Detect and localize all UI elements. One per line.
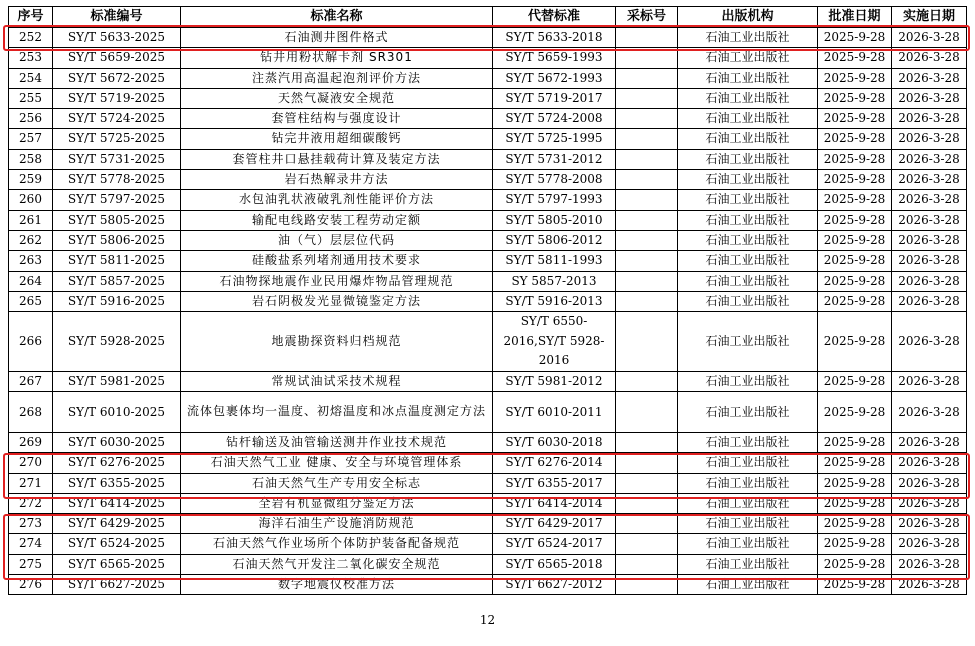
cell-no: 269 [9,432,53,452]
header-name: 标准名称 [181,7,493,28]
cell-no: 256 [9,109,53,129]
cell-impl-date: 2026-3-28 [892,432,967,452]
cell-code: SY/T 5672-2025 [53,68,181,88]
cell-replace: SY/T 5797-1993 [493,190,616,210]
cell-publisher: 石油工业出版社 [678,230,818,250]
header-code: 标准编号 [53,7,181,28]
cell-code: SY/T 5916-2025 [53,291,181,311]
cell-approve-date: 2025-9-28 [818,230,892,250]
cell-publisher: 石油工业出版社 [678,28,818,48]
cell-impl-date: 2026-3-28 [892,493,967,513]
cell-adopt [616,392,678,433]
cell-publisher: 石油工业出版社 [678,291,818,311]
cell-name: 石油天然气作业场所个体防护装备配备规范 [181,534,493,554]
cell-impl-date: 2026-3-28 [892,48,967,68]
cell-replace: SY/T 5719-2017 [493,88,616,108]
cell-publisher: 石油工业出版社 [678,170,818,190]
cell-code: SY/T 5811-2025 [53,251,181,271]
cell-impl-date: 2026-3-28 [892,88,967,108]
cell-publisher: 石油工业出版社 [678,473,818,493]
cell-name: 硅酸盐系列堵剂通用技术要求 [181,251,493,271]
cell-no: 263 [9,251,53,271]
cell-adopt [616,251,678,271]
cell-approve-date: 2025-9-28 [818,534,892,554]
table-row [9,453,967,473]
cell-replace: SY/T 5916-2013 [493,291,616,311]
header-no: 序号 [9,7,53,28]
cell-name: 全岩有机显微组分鉴定方法 [181,493,493,513]
cell-approve-date: 2025-9-28 [818,68,892,88]
cell-code: SY/T 5857-2025 [53,271,181,291]
cell-name: 石油测井图件格式 [181,28,493,48]
cell-code: SY/T 5633-2025 [53,28,181,48]
cell-publisher: 石油工业出版社 [678,312,818,372]
cell-code: SY/T 6414-2025 [53,493,181,513]
cell-no: 254 [9,68,53,88]
cell-approve-date: 2025-9-28 [818,170,892,190]
cell-adopt [616,129,678,149]
cell-publisher: 石油工业出版社 [678,68,818,88]
header-impl-date: 实施日期 [892,7,967,28]
cell-impl-date: 2026-3-28 [892,68,967,88]
cell-publisher: 石油工业出版社 [678,149,818,169]
cell-adopt [616,149,678,169]
table-header-row [9,7,967,28]
cell-no: 252 [9,28,53,48]
cell-approve-date: 2025-9-28 [818,514,892,534]
cell-no: 259 [9,170,53,190]
cell-impl-date: 2026-3-28 [892,312,967,372]
cell-replace: SY/T 6355-2017 [493,473,616,493]
cell-replace: SY/T 5633-2018 [493,28,616,48]
standards-table [8,6,967,595]
cell-replace: SY/T 5805-2010 [493,210,616,230]
cell-adopt [616,372,678,392]
cell-no: 253 [9,48,53,68]
cell-approve-date: 2025-9-28 [818,149,892,169]
cell-adopt [616,170,678,190]
cell-replace: SY/T 5811-1993 [493,251,616,271]
cell-code: SY/T 6355-2025 [53,473,181,493]
table-row [9,534,967,554]
cell-impl-date: 2026-3-28 [892,149,967,169]
cell-name: 天然气凝液安全规范 [181,88,493,108]
cell-adopt [616,432,678,452]
cell-code: SY/T 5806-2025 [53,230,181,250]
cell-replace: SY/T 6276-2014 [493,453,616,473]
cell-impl-date: 2026-3-28 [892,230,967,250]
cell-no: 255 [9,88,53,108]
cell-name: 油（气）层层位代码 [181,230,493,250]
cell-impl-date: 2026-3-28 [892,372,967,392]
cell-approve-date: 2025-9-28 [818,432,892,452]
cell-no: 270 [9,453,53,473]
cell-adopt [616,271,678,291]
cell-name: 输配电线路安装工程劳动定额 [181,210,493,230]
cell-adopt [616,190,678,210]
cell-approve-date: 2025-9-28 [818,190,892,210]
cell-code: SY/T 6010-2025 [53,392,181,433]
cell-name: 石油天然气开发注二氧化碳安全规范 [181,554,493,574]
cell-code: SY/T 5981-2025 [53,372,181,392]
cell-code: SY/T 6627-2025 [53,575,181,595]
table-row [9,149,967,169]
cell-publisher: 石油工业出版社 [678,453,818,473]
cell-name: 套管柱井口悬挂载荷计算及装定方法 [181,149,493,169]
cell-replace: SY/T 5659-1993 [493,48,616,68]
table-row [9,575,967,595]
cell-impl-date: 2026-3-28 [892,251,967,271]
table-row [9,473,967,493]
cell-no: 268 [9,392,53,433]
cell-name: 石油天然气工业 健康、安全与环境管理体系 [181,453,493,473]
cell-no: 272 [9,493,53,513]
cell-replace: SY/T 6030-2018 [493,432,616,452]
cell-adopt [616,312,678,372]
cell-adopt [616,210,678,230]
cell-no: 260 [9,190,53,210]
cell-replace: SY/T 5778-2008 [493,170,616,190]
table-row [9,190,967,210]
cell-replace: SY/T 6010-2011 [493,392,616,433]
cell-approve-date: 2025-9-28 [818,48,892,68]
cell-approve-date: 2025-9-28 [818,291,892,311]
cell-code: SY/T 5724-2025 [53,109,181,129]
cell-replace: SY/T 6565-2018 [493,554,616,574]
cell-replace: SY/T 6524-2017 [493,534,616,554]
table-row [9,514,967,534]
table-row [9,129,967,149]
cell-publisher: 石油工业出版社 [678,514,818,534]
cell-impl-date: 2026-3-28 [892,473,967,493]
cell-approve-date: 2025-9-28 [818,575,892,595]
table-row [9,28,967,48]
table-row [9,392,967,433]
cell-adopt [616,291,678,311]
cell-approve-date: 2025-9-28 [818,493,892,513]
header-replace: 代替标准 [493,7,616,28]
cell-no: 276 [9,575,53,595]
cell-name: 流体包裹体均一温度、初熔温度和冰点温度测定方法 [181,392,493,433]
cell-no: 258 [9,149,53,169]
table-row [9,493,967,513]
table-row [9,210,967,230]
cell-approve-date: 2025-9-28 [818,271,892,291]
cell-no: 262 [9,230,53,250]
table-row [9,170,967,190]
cell-no: 267 [9,372,53,392]
table-row [9,554,967,574]
cell-code: SY/T 6030-2025 [53,432,181,452]
cell-name: 岩石热解录井方法 [181,170,493,190]
cell-approve-date: 2025-9-28 [818,251,892,271]
cell-publisher: 石油工业出版社 [678,88,818,108]
cell-impl-date: 2026-3-28 [892,190,967,210]
table-row [9,432,967,452]
cell-code: SY/T 5731-2025 [53,149,181,169]
cell-replace: SY/T 5731-2012 [493,149,616,169]
cell-publisher: 石油工业出版社 [678,251,818,271]
cell-impl-date: 2026-3-28 [892,575,967,595]
header-publisher: 出版机构 [678,7,818,28]
cell-adopt [616,48,678,68]
cell-name: 石油天然气生产专用安全标志 [181,473,493,493]
cell-replace: SY/T 5724-2008 [493,109,616,129]
cell-replace: SY/T 6550-2016,SY/T 5928-2016 [493,312,616,372]
cell-no: 274 [9,534,53,554]
cell-code: SY/T 6565-2025 [53,554,181,574]
cell-name: 钻井用粉状解卡剂 SR301 [181,48,493,68]
cell-approve-date: 2025-9-28 [818,392,892,433]
cell-adopt [616,109,678,129]
cell-adopt [616,88,678,108]
cell-adopt [616,453,678,473]
cell-impl-date: 2026-3-28 [892,534,967,554]
cell-name: 钻杆输送及油管输送测井作业技术规范 [181,432,493,452]
cell-publisher: 石油工业出版社 [678,190,818,210]
cell-publisher: 石油工业出版社 [678,554,818,574]
cell-impl-date: 2026-3-28 [892,271,967,291]
cell-replace: SY/T 6414-2014 [493,493,616,513]
cell-name: 海洋石油生产设施消防规范 [181,514,493,534]
table-row [9,68,967,88]
cell-publisher: 石油工业出版社 [678,372,818,392]
cell-replace: SY/T 5806-2012 [493,230,616,250]
cell-impl-date: 2026-3-28 [892,453,967,473]
cell-code: SY/T 5659-2025 [53,48,181,68]
cell-no: 257 [9,129,53,149]
cell-impl-date: 2026-3-28 [892,109,967,129]
cell-no: 275 [9,554,53,574]
cell-publisher: 石油工业出版社 [678,129,818,149]
cell-no: 261 [9,210,53,230]
cell-name: 水包油乳状液破乳剂性能评价方法 [181,190,493,210]
header-approve-date: 批准日期 [818,7,892,28]
table-row [9,312,967,372]
cell-adopt [616,28,678,48]
table-row [9,88,967,108]
cell-adopt [616,554,678,574]
cell-code: SY/T 6524-2025 [53,534,181,554]
cell-code: SY/T 5805-2025 [53,210,181,230]
cell-replace: SY/T 5672-1993 [493,68,616,88]
cell-code: SY/T 5928-2025 [53,312,181,372]
page-number: 12 [479,613,496,627]
cell-name: 岩石阴极发光显微镜鉴定方法 [181,291,493,311]
cell-adopt [616,514,678,534]
cell-approve-date: 2025-9-28 [818,473,892,493]
cell-no: 265 [9,291,53,311]
cell-impl-date: 2026-3-28 [892,291,967,311]
cell-approve-date: 2025-9-28 [818,109,892,129]
cell-impl-date: 2026-3-28 [892,28,967,48]
cell-code: SY/T 5719-2025 [53,88,181,108]
cell-name: 石油物探地震作业民用爆炸物品管理规范 [181,271,493,291]
cell-impl-date: 2026-3-28 [892,210,967,230]
cell-name: 地震勘探资料归档规范 [181,312,493,372]
header-adopt: 采标号 [616,7,678,28]
table-row [9,291,967,311]
cell-publisher: 石油工业出版社 [678,109,818,129]
cell-replace: SY/T 5725-1995 [493,129,616,149]
cell-replace: SY 5857-2013 [493,271,616,291]
cell-approve-date: 2025-9-28 [818,88,892,108]
cell-publisher: 石油工业出版社 [678,575,818,595]
cell-approve-date: 2025-9-28 [818,453,892,473]
cell-name: 数字地震仪校准方法 [181,575,493,595]
cell-no: 264 [9,271,53,291]
cell-publisher: 石油工业出版社 [678,210,818,230]
table-row [9,48,967,68]
cell-impl-date: 2026-3-28 [892,129,967,149]
table-row [9,251,967,271]
cell-publisher: 石油工业出版社 [678,392,818,433]
cell-replace: SY/T 5981-2012 [493,372,616,392]
cell-publisher: 石油工业出版社 [678,534,818,554]
cell-adopt [616,230,678,250]
cell-code: SY/T 6276-2025 [53,453,181,473]
cell-code: SY/T 5797-2025 [53,190,181,210]
cell-approve-date: 2025-9-28 [818,372,892,392]
cell-approve-date: 2025-9-28 [818,129,892,149]
cell-adopt [616,473,678,493]
table-row [9,109,967,129]
cell-replace: SY/T 6627-2012 [493,575,616,595]
cell-publisher: 石油工业出版社 [678,48,818,68]
cell-publisher: 石油工业出版社 [678,493,818,513]
cell-name: 注蒸汽用高温起泡剂评价方法 [181,68,493,88]
cell-adopt [616,493,678,513]
table-row [9,230,967,250]
cell-impl-date: 2026-3-28 [892,170,967,190]
cell-code: SY/T 6429-2025 [53,514,181,534]
cell-approve-date: 2025-9-28 [818,312,892,372]
cell-impl-date: 2026-3-28 [892,554,967,574]
cell-no: 266 [9,312,53,372]
cell-approve-date: 2025-9-28 [818,28,892,48]
cell-impl-date: 2026-3-28 [892,392,967,433]
cell-publisher: 石油工业出版社 [678,271,818,291]
cell-impl-date: 2026-3-28 [892,514,967,534]
cell-name: 钻完井液用超细碳酸钙 [181,129,493,149]
cell-name: 套管柱结构与强度设计 [181,109,493,129]
cell-publisher: 石油工业出版社 [678,432,818,452]
cell-adopt [616,68,678,88]
cell-approve-date: 2025-9-28 [818,210,892,230]
cell-approve-date: 2025-9-28 [818,554,892,574]
cell-adopt [616,575,678,595]
cell-replace: SY/T 6429-2017 [493,514,616,534]
cell-code: SY/T 5725-2025 [53,129,181,149]
cell-no: 273 [9,514,53,534]
table-row [9,372,967,392]
cell-name: 常规试油试采技术规程 [181,372,493,392]
cell-adopt [616,534,678,554]
cell-no: 271 [9,473,53,493]
cell-code: SY/T 5778-2025 [53,170,181,190]
table-row [9,271,967,291]
